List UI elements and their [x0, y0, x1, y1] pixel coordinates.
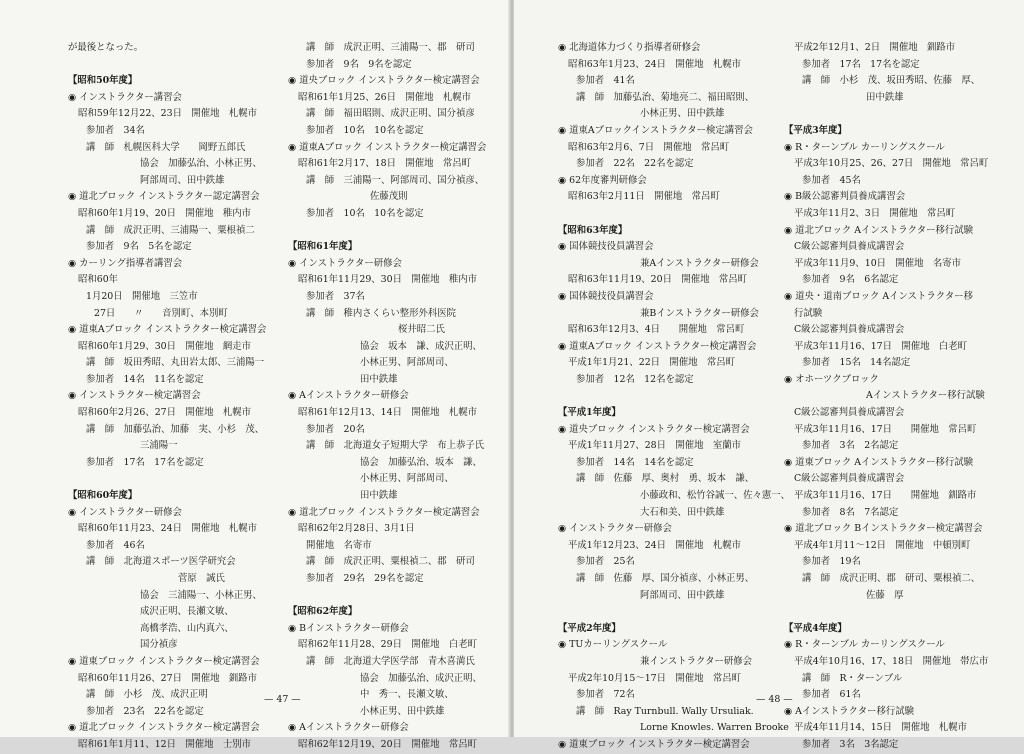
text-line: 協会 加藤弘治、成沢正明、 [360, 672, 482, 684]
text-line: 平成2年10月15〜17日 開催地 常呂町 [568, 672, 742, 684]
text-line: 講 師 小杉 茂、坂田秀昭、佐藤 厚、 [802, 75, 981, 87]
text-line: ◉ インストラクター検定講習会 [68, 390, 201, 402]
text-line: 1月20日 開催地 三笠市 [86, 290, 198, 302]
text-line: ◉ Aインストラクター移行試験 [784, 705, 914, 717]
text-column [558, 40, 790, 754]
text-line: 昭和60年1月29、30日 開催地 網走市 [78, 340, 252, 352]
text-line: 平成1年11月27、28日 開催地 室蘭市 [568, 440, 742, 452]
text-line: Aインストラクター移行試験 [866, 390, 985, 402]
text-line: 講 師 加藤弘治、菊地亮二、福田昭則、 [576, 91, 755, 103]
text-line: ◉ 道北ブロック インストラクター検定講習会 [68, 722, 260, 734]
text-line: 小林正男、阿部周司、 [360, 357, 454, 369]
text-line: ◉ TUカーリングスクール [558, 639, 668, 651]
text-line: C級公認審判員養成講習会 [794, 407, 905, 419]
text-line: ◉ 道東Aブロック インストラクター検定講習会 [288, 141, 487, 153]
text-line: 小林正男、田中鉄雄 [640, 108, 725, 120]
text-line: 平成3年11月16、17日 開催地 常呂町 [794, 423, 977, 435]
text-line: 27日 〃 音別町、本別町 [94, 307, 228, 319]
text-line: ◉ 道北ブロック Aインストラクター移行試験 [784, 224, 974, 236]
text-line: 協会 坂本 謙、成沢正明、 [360, 340, 482, 352]
text-line: ◉ 道東Aブロックインストラクター検定講習会 [558, 124, 753, 136]
text-line: ◉ 北海道体力づくり指導者研修会 [558, 42, 701, 53]
text-line: 参加者 61名 [802, 689, 861, 701]
text-line: 講 師 成沢正明、郡 研司、粟根禎二、 [802, 573, 981, 584]
text-line: 講 師 成沢正明、三浦陽一、郡 研司 [306, 42, 475, 53]
text-line: ◉ 62年度審判研修会 [558, 174, 647, 186]
text-line: 佐藤茂則 [370, 191, 408, 203]
text-line: 国分禎彦 [140, 639, 178, 651]
text-line: ◉ R・ターンブル カーリングスクール [784, 141, 945, 153]
text-line: 平成2年12月1、2日 開催地 釧路市 [794, 42, 956, 53]
text-line: 中 秀一、長瀬文敏、 [360, 689, 454, 701]
text-line: 参加者 14名 14名を認定 [576, 456, 694, 468]
text-column [288, 40, 486, 754]
text-line: 参加者 17名 17名を認定 [86, 456, 204, 468]
text-line: ◉ Aインストラクター研修会 [288, 390, 409, 402]
text-line: 参加者 17名 17名を認定 [802, 58, 920, 70]
text-line: 参加者 41名 [576, 75, 635, 87]
text-line: 高橋孝浩、山内真六、 [140, 622, 234, 634]
text-line: 参加者 19名 [802, 556, 861, 568]
text-line: 協会 加藤弘治、坂本 謙、 [360, 456, 482, 468]
text-line: 平成3年11月16、17日 開催地 白老町 [794, 340, 968, 352]
text-line: 講 師 札幌医科大学 岡野五郎氏 [86, 141, 246, 153]
text-line: 参加者 9名 6名認定 [802, 274, 899, 286]
text-line: 参加者 29名 29名を認定 [306, 573, 424, 584]
text-line: ◉ 道北ブロック インストラクター検定講習会 [288, 506, 480, 518]
text-line: 昭和61年12月13、14日 開催地 札幌市 [298, 407, 477, 419]
text-line: ◉ 道北ブロック インストラクター認定講習会 [68, 191, 260, 203]
text-line: 昭和62年2月28日、3月1日 [298, 523, 415, 535]
text-line: 講 師 佐藤 厚、奥村 勇、坂本 謙、 [576, 473, 755, 485]
text-line: 平成3年11月16、17日 開催地 釧路市 [794, 490, 977, 502]
text-line: ◉ 道北ブロック Bインストラクター検定講習会 [784, 523, 983, 535]
text-line: ◉ 国体競技役員講習会 [558, 241, 654, 253]
text-line: 平成3年10月25、26、27日 開催地 常呂町 [794, 158, 989, 170]
text-line [288, 223, 486, 240]
text-column [784, 40, 988, 754]
text-line [288, 588, 486, 605]
text-line: ◉ インストラクター研修会 [68, 506, 182, 518]
text-line: 昭和60年1月19、20日 開催地 稚内市 [78, 207, 252, 219]
text-line: 参加者 9名 5名を認定 [86, 241, 192, 253]
text-line: 兼インストラクター研修会 [640, 655, 753, 667]
text-line: 参加者 45名 [802, 174, 861, 186]
page-number: — 47 — [264, 694, 301, 705]
text-line: 昭和63年2月6、7日 開催地 常呂町 [568, 141, 730, 153]
section-heading: 【昭和63年度】 [558, 224, 628, 236]
text-line: 昭和62年11月28、29日 開催地 白老町 [298, 639, 477, 651]
text-line: 阿部周司、田中鉄雄 [640, 589, 725, 601]
section-heading: 【平成2年度】 [558, 622, 621, 634]
text-line: 参加者 3名 2名認定 [802, 440, 899, 452]
text-line: ◉ 道東ブロック インストラクター検定講習会 [558, 738, 750, 750]
text-line: 協会 三浦陽一、小林正男、 [140, 589, 262, 601]
text-line: 昭和60年11月26、27日 開催地 釧路市 [78, 672, 257, 684]
text-line: 兼Bインストラクター研修会 [640, 307, 759, 319]
text-line: 菅原 誠氏 [178, 573, 225, 584]
text-line: 平成1年1月21、22日 開催地 常呂町 [568, 357, 736, 369]
text-line: 参加者 34名 [86, 124, 145, 136]
text-line: ◉ Bインストラクター研修会 [288, 622, 409, 634]
text-line: 協会 加藤弘治、小林正男、 [140, 158, 262, 170]
text-line: 講 師 三浦陽一、阿部周司、国分禎彦、 [306, 174, 485, 186]
text-line: 参加者 25名 [576, 556, 635, 568]
text-line: 講 師 福田昭則、成沢正明、国分禎彦 [306, 108, 475, 120]
text-line: ◉ 道東Aブロック インストラクター検定講習会 [68, 324, 267, 336]
text-line: 講 師 北海道大学医学部 青木喜満氏 [306, 655, 475, 667]
section-heading: 【昭和62年度】 [288, 606, 358, 618]
text-line: ◉ インストラクター講習会 [68, 91, 182, 103]
text-line [558, 206, 790, 223]
text-line: ◉ R・ターンブル カーリングスクール [784, 639, 945, 651]
text-line: 参加者 12名 12名を認定 [576, 373, 694, 385]
text-line: 平成4年1月11〜12日 開催地 中頓別町 [794, 539, 971, 551]
text-line: 佐藤 厚 [866, 589, 904, 601]
text-line: 参加者 8名 7名認定 [802, 506, 899, 518]
text-line: 講 師 R・ターンブル [802, 672, 903, 684]
section-heading: 【平成3年度】 [784, 124, 847, 136]
text-line: 昭和62年12月19、20日 開催地 常呂町 [298, 738, 477, 750]
text-line: 昭和60年 [78, 274, 119, 286]
text-line: 昭和61年11月29、30日 開催地 稚内市 [298, 274, 477, 286]
text-line: 阿部周司、田中鉄雄 [140, 174, 225, 186]
page-48 [514, 0, 1024, 750]
text-line: ◉ 道央・道南ブロック Aインストラクター移 [784, 290, 974, 302]
text-line: 参加者 15名 14名認定 [802, 357, 911, 369]
text-line: 平成4年11月14、15日 開催地 札幌市 [794, 722, 968, 734]
text-line: C級公認審判員養成講習会 [794, 324, 905, 336]
text-line: Lorne Knowles. Warren Brooke [640, 722, 789, 734]
text-line: 大石和美、田中鉄雄 [640, 506, 725, 518]
text-line [68, 471, 266, 488]
text-line: 講 師 坂田秀昭、丸田岩太郎、三浦陽一 [86, 357, 265, 369]
text-line [784, 106, 988, 123]
text-line: 講 師 北海道女子短期大学 布上恭子氏 [306, 440, 485, 452]
text-line: 昭和63年12月3、4日 開催地 常呂町 [568, 324, 745, 336]
text-line: 開催地 名寄市 [306, 539, 372, 551]
text-line: 参加者 10名 10名を認定 [306, 124, 424, 136]
text-line: 参加者 37名 [306, 290, 365, 302]
text-line: 桜井昭二氏 [398, 324, 445, 336]
text-line: 三浦陽一 [140, 440, 178, 452]
text-line: 成沢正明、長瀬文敏、 [140, 606, 234, 618]
text-line: 昭和60年2月26、27日 開催地 札幌市 [78, 407, 252, 419]
text-line: ◉ 道東ブロック インストラクター検定講習会 [68, 655, 260, 667]
text-line: ◉ 道東Aブロック インストラクター検定講習会 [558, 340, 757, 352]
text-line: 参加者 22名 22名を認定 [576, 158, 694, 170]
text-line: 行試験 [794, 307, 823, 319]
text-line: 参加者 23名 22名を認定 [86, 705, 204, 717]
page-number: — 48 — [756, 694, 793, 705]
text-line: 参加者 10名 10名を認定 [306, 207, 424, 219]
text-line [68, 57, 266, 74]
section-heading: 【平成4年度】 [784, 622, 847, 634]
text-line: 講 師 佐藤 厚、国分禎彦、小林正男、 [576, 573, 755, 584]
text-line: 講 師 成沢正明、粟根禎二、郡 研司 [306, 556, 475, 568]
text-line: ◉ インストラクター研修会 [558, 523, 672, 535]
text-line: 田中鉄雄 [866, 91, 904, 103]
text-line: 昭和63年1月23、24日 開催地 札幌市 [568, 58, 742, 70]
text-line: が最後となった。 [68, 42, 144, 53]
text-line: ◉ B級公認審判員養成講習会 [784, 191, 906, 203]
text-line: 昭和61年2月17、18日 開催地 常呂町 [298, 158, 472, 170]
text-line: 平成3年11月2、3日 開催地 常呂町 [794, 207, 956, 219]
text-column [68, 40, 266, 754]
text-line: 小林正男、田中鉄雄 [360, 705, 445, 717]
text-line: 講 師 加藤弘治、加藤 実、小杉 茂、 [86, 423, 265, 435]
text-line: 昭和61年1月11、12日 開催地 士別市 [78, 738, 252, 750]
text-line: 小藤政和、松竹谷誠一、佐々憲一、 [640, 490, 791, 502]
text-line [558, 388, 790, 405]
section-heading: 【昭和60年度】 [68, 490, 138, 502]
text-line: ◉ Aインストラクター研修会 [288, 722, 409, 734]
text-line: 昭和63年11月19、20日 開催地 常呂町 [568, 274, 747, 286]
text-line: 参加者 9名 9名を認定 [306, 58, 412, 70]
text-line: 昭和59年12月22、23日 開催地 札幌市 [78, 108, 257, 120]
text-line: 平成4年10月16、17、18日 開催地 帯広市 [794, 655, 989, 667]
text-line: 講 師 Ray Turnbull. Wally Ursuliak. [576, 705, 754, 717]
text-line: 昭和60年11月23、24日 開催地 札幌市 [78, 523, 257, 535]
text-line: 参加者 14名 11名を認定 [86, 373, 204, 385]
text-line: 平成3年11月9、10日 開催地 名寄市 [794, 257, 962, 269]
text-line: 参加者 46名 [86, 539, 145, 551]
text-line: 参加者 20名 [306, 423, 365, 435]
page-47 [0, 0, 510, 750]
section-heading: 【昭和50年度】 [68, 75, 138, 87]
text-line: 昭和61年1月25、26日 開催地 札幌市 [298, 91, 472, 103]
section-heading: 【昭和61年度】 [288, 241, 358, 253]
text-line: ◉ 道央ブロック インストラクター検定講習会 [288, 75, 480, 87]
text-line: ◉ オホーツクブロック [784, 373, 879, 385]
text-line: 平成1年12月23、24日 開催地 札幌市 [568, 539, 742, 551]
text-line: C級公認審判員養成講習会 [794, 241, 905, 253]
text-line [784, 604, 988, 621]
text-line [558, 604, 790, 621]
text-line: 講 師 小杉 茂、成沢正明 [86, 689, 208, 701]
text-line: 昭和63年2月11日 開催地 常呂町 [568, 191, 720, 203]
section-heading: 【平成1年度】 [558, 407, 621, 419]
text-line: ◉ インストラクター研修会 [288, 257, 402, 269]
text-line: 田中鉄雄 [360, 490, 398, 502]
text-line: 参加者 3名 3名認定 [802, 738, 899, 750]
text-line: 兼Aインストラクター研修会 [640, 257, 759, 269]
text-line: C級公認審判員養成講習会 [794, 473, 905, 485]
text-line: ◉ 道東ブロック Aインストラクター移行試験 [784, 456, 974, 468]
text-line: 講 師 成沢正明、三浦陽一、粟根禎二 [86, 224, 255, 236]
text-line: ◉ カーリング指導者講習会 [68, 257, 183, 269]
text-line: 講 師 北海道スポーツ医学研究会 [86, 556, 236, 568]
text-line: 小林正男、阿部周司、 [360, 473, 454, 485]
text-line: ◉ 国体競技役員講習会 [558, 290, 654, 302]
text-line: 講 師 稚内さくらい整形外科医院 [306, 307, 457, 319]
text-line: ◉ 道央ブロック インストラクター検定講習会 [558, 423, 750, 435]
text-line: 田中鉄雄 [360, 373, 398, 385]
text-line: 参加者 72名 [576, 689, 635, 701]
